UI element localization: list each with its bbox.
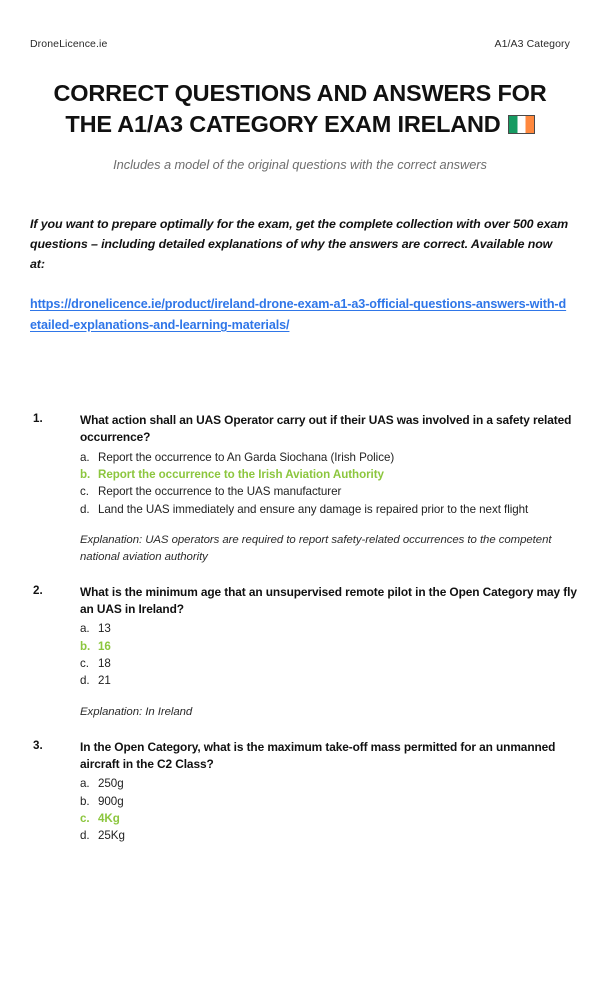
answer-option[interactable] — [80, 620, 586, 637]
answer-option-correct[interactable] — [80, 810, 586, 827]
answer-option[interactable] — [80, 483, 586, 500]
option-letter: d. — [80, 502, 90, 516]
question-text: What is the minimum age that an unsupervised remote pilot in the Open Category may fly an UAS in Ireland? — [80, 584, 577, 617]
title-block — [36, 78, 564, 172]
answer-option[interactable] — [80, 775, 586, 792]
option-letter: c. — [80, 812, 90, 826]
question-number: 3. — [33, 738, 43, 752]
option-text: 25Kg — [98, 829, 125, 843]
option-text: Report the occurrence to the UAS manufacturer — [98, 485, 342, 499]
product-link[interactable]: https://dronelicence.ie/product/ireland-drone-exam-a1-a3-official-questions-answers-with-detailed-explanations-and-learning-materials/ — [30, 297, 567, 333]
option-letter: c. — [80, 485, 89, 499]
option-letter: a. — [80, 777, 90, 791]
question-text: In the Open Category, what is the maximum take-off mass permitted for an unmanned aircraft in the C2 Class? — [80, 739, 556, 771]
answer-option[interactable] — [80, 655, 586, 672]
answer-option[interactable] — [80, 501, 586, 518]
running-header — [30, 38, 570, 50]
question-text: What action shall an UAS Operator carry out if their UAS was involved in a safety related occurrence? — [80, 413, 572, 445]
option-text: 250g — [98, 777, 124, 791]
question-item — [30, 584, 586, 721]
option-letter: b. — [80, 639, 91, 653]
option-text: 16 — [98, 639, 111, 653]
question-item — [30, 739, 586, 845]
header-site-name: DroneLicence.ie — [30, 38, 108, 50]
option-letter: c. — [80, 657, 89, 671]
option-letter: d. — [80, 829, 90, 843]
page-title-text: CORRECT QUESTIONS AND ANSWERS FOR THE A1/A3 CATEGORY EXAM IRELAND — [53, 80, 547, 138]
option-text: 18 — [98, 657, 111, 671]
answer-options — [80, 775, 586, 845]
answer-option[interactable] — [80, 449, 586, 466]
question-item — [30, 412, 586, 566]
option-text: Report the occurrence to An Garda Siochana (Irish Police) — [98, 450, 395, 464]
explanation-text: Explanation: UAS operators are required to report safety-related occurrences to the competent national aviation authority — [80, 534, 552, 563]
option-text: 13 — [98, 622, 111, 636]
option-letter: a. — [80, 450, 90, 464]
ireland-flag-icon — [508, 115, 535, 134]
page-subtitle: Includes a model of the original questions with the correct answers — [113, 157, 487, 173]
header-category-label: A1/A3 Category — [494, 38, 570, 50]
option-text: Report the occurrence to the Irish Aviation Authority — [98, 467, 384, 481]
answer-options — [80, 620, 586, 690]
promo-paragraph: If you want to prepare optimally for the exam, get the complete collection with over 500 exam questions – including detailed explanations of why the answers are correct. Available now at: — [30, 217, 569, 272]
option-letter: d. — [80, 674, 90, 688]
answer-options — [80, 449, 586, 519]
option-text: 21 — [98, 674, 111, 688]
answer-option-correct[interactable] — [80, 466, 586, 483]
option-letter: b. — [80, 467, 91, 481]
questions-list — [30, 412, 586, 845]
option-text: Land the UAS immediately and ensure any damage is repaired prior to the next flight — [98, 502, 529, 516]
answer-option[interactable] — [80, 827, 586, 844]
question-number: 2. — [33, 583, 43, 597]
promo-block — [30, 214, 570, 336]
question-number: 1. — [33, 412, 43, 425]
option-letter: a. — [80, 622, 90, 636]
option-text: 4Kg — [98, 812, 120, 826]
option-letter: b. — [80, 794, 90, 808]
answer-option[interactable] — [80, 672, 586, 689]
answer-option-correct[interactable] — [80, 638, 586, 655]
page-title — [36, 78, 564, 140]
explanation-text: Explanation: In Ireland — [80, 705, 193, 718]
answer-option[interactable] — [80, 793, 586, 810]
option-text: 900g — [98, 794, 124, 808]
